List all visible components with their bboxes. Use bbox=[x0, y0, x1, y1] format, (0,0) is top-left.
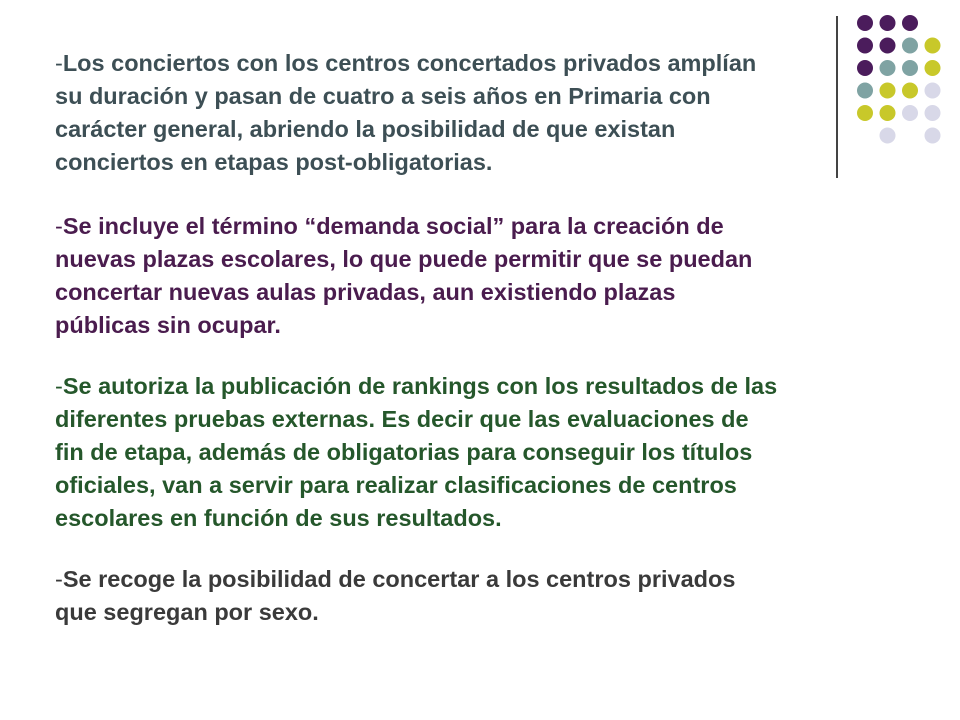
decorative-dot bbox=[857, 60, 873, 76]
decorative-dot-grid bbox=[855, 14, 955, 154]
decorative-dot bbox=[880, 128, 896, 144]
paragraph-segregacion bbox=[55, 563, 855, 629]
paragraph-rankings bbox=[55, 370, 855, 535]
bullet-dash: - bbox=[55, 566, 63, 592]
bullet-dash: - bbox=[55, 50, 63, 76]
bullet-dash: - bbox=[55, 373, 63, 399]
decorative-dot bbox=[857, 15, 873, 31]
decorative-dot bbox=[880, 60, 896, 76]
paragraph-demanda-social bbox=[55, 210, 855, 342]
decorative-dot bbox=[857, 83, 873, 99]
decorative-dot bbox=[880, 38, 896, 54]
decorative-dot bbox=[925, 60, 941, 76]
decorative-dot bbox=[902, 60, 918, 76]
decorative-dot bbox=[880, 15, 896, 31]
decorative-dot bbox=[902, 83, 918, 99]
decorative-dot bbox=[880, 105, 896, 121]
paragraph-text: Se recoge la posibilidad de concertar a los centros privados que segregan por sexo. bbox=[55, 566, 736, 625]
bullet-dash: - bbox=[55, 213, 63, 239]
paragraph-text: Se incluye el término “demanda social” para la creación de nuevas plazas escolares, lo que puede permitir que se puedan concertar nuevas aulas privadas, aun existiendo plazas públicas sin ocupar. bbox=[55, 213, 753, 338]
decorative-dot bbox=[857, 38, 873, 54]
paragraph-conciertos bbox=[55, 47, 855, 179]
paragraph-text: Los conciertos con los centros concertados privados amplían su duración y pasan de cuatro a seis años en Primaria con carácter general, abriendo la posibilidad de que existan conciertos en etapas post-obligatorias. bbox=[55, 50, 757, 175]
decorative-dot bbox=[857, 105, 873, 121]
decorative-dot bbox=[925, 105, 941, 121]
slide-body bbox=[55, 47, 855, 629]
paragraph-text: Se autoriza la publicación de rankings con los resultados de las diferentes pruebas externas. Es decir que las evaluaciones de fin de etapa, además de obligatorias para conseguir los títulos oficiales, van a servir para realizar clasificaciones de centros escolares en función de sus resultados. bbox=[55, 373, 778, 531]
decorative-dot bbox=[925, 83, 941, 99]
decorative-dot bbox=[902, 15, 918, 31]
decorative-dot bbox=[925, 38, 941, 54]
decorative-dot bbox=[902, 105, 918, 121]
decorative-dot bbox=[902, 38, 918, 54]
decorative-dot bbox=[925, 128, 941, 144]
decorative-dot bbox=[880, 83, 896, 99]
